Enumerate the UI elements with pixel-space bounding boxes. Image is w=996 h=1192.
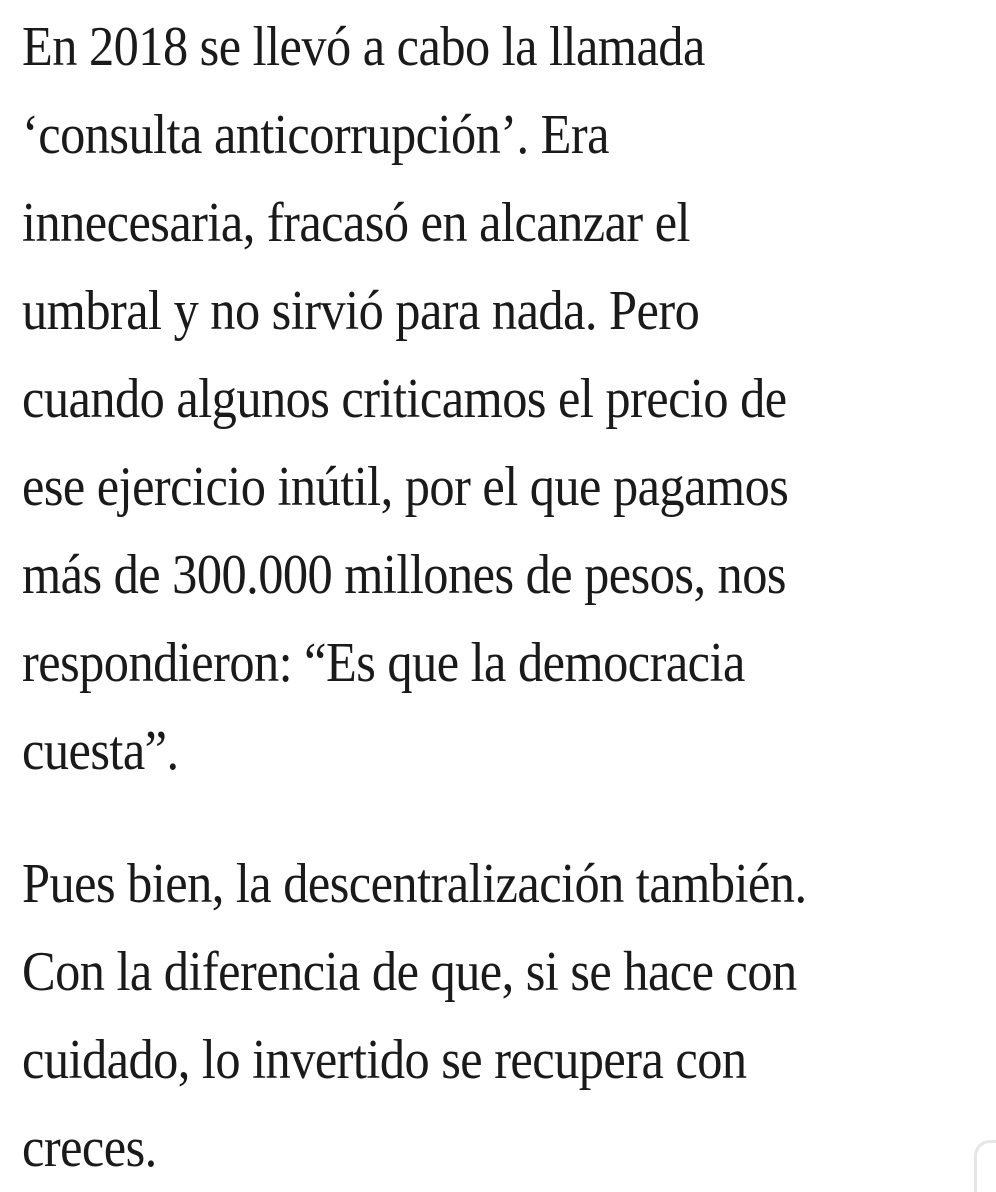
text-line: innecesaria, fracasó en alcanzar el [22, 192, 691, 254]
text-line: creces. [22, 1117, 157, 1179]
scrollbar-corner[interactable] [974, 1140, 996, 1192]
text-line: cuesta”. [22, 720, 179, 782]
text-line: umbral y no sirvió para nada. Pero [22, 280, 700, 342]
text-line: ‘consulta anticorrupción’. Era [22, 104, 609, 166]
text-line: ese ejercicio inútil, por el que pagamos [22, 456, 789, 518]
text-line: cuidado, lo invertido se recupera con [22, 1029, 747, 1091]
text-line: más de 300.000 millones de pesos, nos [22, 544, 786, 606]
text-line: Con la diferencia de que, si se hace con [22, 941, 797, 1003]
text-line: respondieron: “Es que la democracia [22, 632, 745, 694]
text-line: cuando algunos criticamos el precio de [22, 368, 787, 430]
text-line: En 2018 se llevó a cabo la llamada [22, 16, 705, 78]
text-line: Pues bien, la descentralización también. [22, 853, 807, 915]
